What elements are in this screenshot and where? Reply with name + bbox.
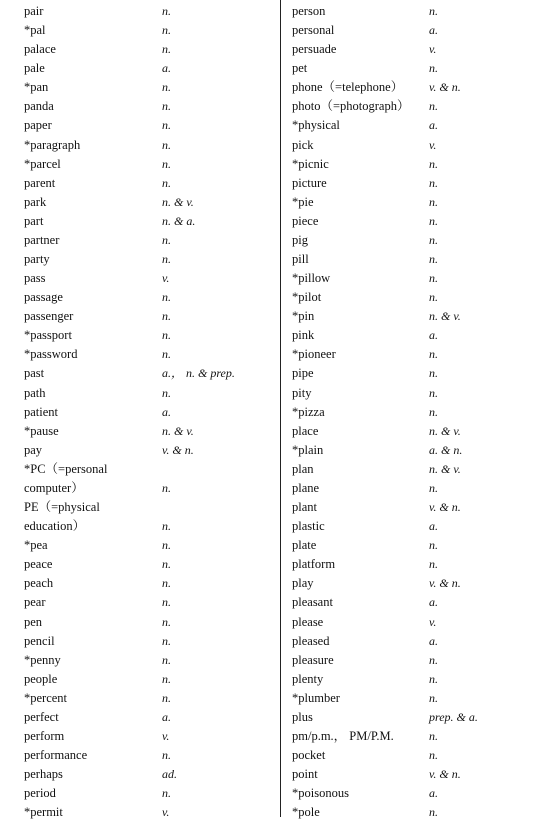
part-of-speech: n. — [429, 557, 438, 572]
vocab-word: pencil — [24, 633, 55, 648]
vocab-row — [292, 2, 552, 21]
vocab-row — [292, 21, 552, 40]
part-of-speech: n. — [429, 404, 438, 419]
vocab-row — [24, 803, 274, 822]
vocab-word: path — [24, 385, 46, 400]
part-of-speech: n. — [162, 633, 171, 648]
part-of-speech: a. — [162, 709, 171, 724]
part-of-speech: n. — [162, 80, 171, 95]
vocab-row — [292, 193, 552, 212]
vocab-row — [292, 403, 552, 422]
part-of-speech: n. — [162, 4, 171, 18]
vocab-word: *pan — [24, 80, 49, 95]
part-of-speech: v. & n. — [429, 500, 461, 515]
vocab-word: pleased — [292, 633, 330, 648]
vocab-row — [24, 498, 274, 517]
part-of-speech: n. — [429, 652, 438, 667]
part-of-speech: n. — [429, 156, 438, 171]
vocab-row — [292, 727, 552, 746]
vocab-word: *physical — [292, 118, 340, 133]
vocab-row — [24, 479, 274, 498]
vocab-row — [292, 613, 552, 632]
vocab-row — [292, 670, 552, 689]
vocab-word: pay — [24, 442, 43, 457]
part-of-speech: n. — [429, 748, 438, 763]
vocab-word: *pole — [292, 805, 320, 820]
part-of-speech: v. — [162, 271, 170, 286]
vocab-row — [292, 422, 552, 441]
part-of-speech: n. — [429, 671, 438, 686]
vocab-row — [24, 97, 274, 116]
vocab-word: passenger — [24, 309, 74, 324]
vocab-row — [24, 2, 274, 21]
part-of-speech: n. — [162, 614, 171, 629]
vocab-row — [24, 765, 274, 784]
vocab-row — [24, 212, 274, 231]
vocab-row — [292, 288, 552, 307]
vocab-row — [292, 460, 552, 479]
column-divider — [280, 0, 281, 817]
vocab-word: *plain — [292, 442, 324, 457]
vocab-row — [24, 288, 274, 307]
vocab-word: place — [292, 423, 319, 438]
part-of-speech: n. — [162, 652, 171, 667]
vocab-word: plate — [292, 538, 317, 553]
part-of-speech: a. — [162, 61, 171, 76]
vocab-word: *PC（=personal — [24, 461, 108, 476]
vocab-word: part — [24, 213, 44, 228]
vocab-row — [292, 746, 552, 765]
vocab-word: palace — [24, 42, 56, 57]
vocab-word: *pillow — [292, 271, 331, 286]
vocab-word: *password — [24, 347, 78, 362]
part-of-speech: n. — [429, 4, 438, 18]
vocab-word: platform — [292, 557, 336, 572]
part-of-speech: n. — [429, 366, 438, 381]
vocab-word: *poisonous — [292, 786, 349, 801]
vocab-row — [292, 593, 552, 612]
part-of-speech: n. — [429, 194, 438, 209]
part-of-speech: n. — [162, 156, 171, 171]
vocab-word: pm/p.m.， PM/P.M. — [292, 728, 394, 743]
vocab-row — [24, 116, 274, 135]
vocab-word: patient — [24, 404, 59, 419]
vocab-row — [292, 269, 552, 288]
vocab-word: *pizza — [292, 404, 325, 419]
vocab-word: paper — [24, 118, 52, 133]
vocab-row — [292, 78, 552, 97]
vocab-word: perform — [24, 728, 65, 743]
part-of-speech: n. — [162, 175, 171, 190]
vocab-word: *pal — [24, 23, 46, 38]
vocab-row — [292, 97, 552, 116]
part-of-speech: n. — [162, 118, 171, 133]
vocab-row — [24, 384, 274, 403]
vocab-word: people — [24, 671, 58, 686]
vocab-word: performance — [24, 748, 88, 763]
part-of-speech: v. & n. — [162, 442, 194, 457]
vocab-word: plane — [292, 480, 320, 495]
part-of-speech: n. — [162, 99, 171, 114]
vocab-word: phone（=telephone） — [292, 80, 404, 95]
vocab-row — [24, 574, 274, 593]
vocab-word: education） — [24, 519, 86, 534]
vocab-row — [292, 250, 552, 269]
part-of-speech: n. & v. — [162, 423, 194, 438]
vocab-word: period — [24, 786, 56, 801]
part-of-speech: v. & n. — [429, 767, 461, 782]
vocab-word: plastic — [292, 519, 325, 534]
vocab-row — [24, 632, 274, 651]
vocab-row — [292, 155, 552, 174]
vocab-row — [292, 517, 552, 536]
vocab-row — [292, 632, 552, 651]
vocab-word: pity — [292, 385, 312, 400]
vocab-word: park — [24, 194, 47, 209]
vocab-word: plus — [292, 709, 313, 724]
part-of-speech: n. — [162, 252, 171, 267]
vocab-row — [24, 307, 274, 326]
vocab-word: perhaps — [24, 767, 63, 782]
vocab-row — [292, 536, 552, 555]
part-of-speech: v. — [429, 42, 437, 57]
vocab-word: *pioneer — [292, 347, 336, 362]
vocab-word: party — [24, 252, 50, 267]
vocab-word: person — [292, 4, 326, 18]
vocab-word: *pilot — [292, 290, 322, 305]
vocab-row — [24, 155, 274, 174]
part-of-speech: n. & v. — [162, 194, 194, 209]
vocab-word: pleasure — [292, 652, 334, 667]
part-of-speech: n. — [162, 480, 171, 495]
part-of-speech: n. — [429, 290, 438, 305]
part-of-speech: n. — [162, 519, 171, 534]
part-of-speech: a. — [429, 328, 438, 343]
vocab-row — [24, 136, 274, 155]
vocab-word: pick — [292, 137, 314, 152]
vocab-row — [24, 231, 274, 250]
part-of-speech: n. — [429, 99, 438, 114]
part-of-speech: n. — [162, 538, 171, 553]
vocab-word: *pea — [24, 538, 48, 553]
vocab-word: *pin — [292, 309, 315, 324]
vocab-row — [24, 250, 274, 269]
vocab-row — [292, 59, 552, 78]
vocab-word: pink — [292, 328, 315, 343]
part-of-speech: n. — [162, 309, 171, 324]
vocab-word: panda — [24, 99, 54, 114]
vocab-word: PE（=physical — [24, 500, 100, 515]
vocab-row — [292, 651, 552, 670]
vocab-row — [292, 364, 552, 383]
vocab-word: partner — [24, 232, 60, 247]
part-of-speech: n. — [162, 290, 171, 305]
part-of-speech: n. & v. — [429, 461, 461, 476]
vocab-row — [24, 746, 274, 765]
part-of-speech: a. — [162, 404, 171, 419]
part-of-speech: n. — [162, 557, 171, 572]
part-of-speech: n. & v. — [429, 423, 461, 438]
vocab-word: plant — [292, 500, 317, 515]
vocab-row — [24, 593, 274, 612]
part-of-speech: n. — [429, 61, 438, 76]
vocab-row — [24, 651, 274, 670]
vocab-row — [24, 517, 274, 536]
part-of-speech: a. & n. — [429, 442, 463, 457]
vocab-word: computer） — [24, 480, 84, 495]
vocab-row — [24, 708, 274, 727]
vocab-word: play — [292, 576, 314, 591]
part-of-speech: n. — [429, 538, 438, 553]
part-of-speech: n. — [429, 690, 438, 705]
right-word-column — [292, 2, 552, 822]
part-of-speech: n. — [429, 480, 438, 495]
vocab-row — [24, 269, 274, 288]
left-word-column — [24, 2, 274, 822]
part-of-speech: n. & a. — [162, 213, 196, 228]
vocab-row — [292, 498, 552, 517]
part-of-speech: a. — [429, 786, 438, 801]
part-of-speech: n. — [162, 137, 171, 152]
vocab-row — [292, 803, 552, 822]
part-of-speech: n. — [429, 232, 438, 247]
part-of-speech: n. — [429, 728, 438, 743]
vocab-row — [292, 574, 552, 593]
vocab-word: pleasant — [292, 595, 333, 610]
part-of-speech: n. — [162, 748, 171, 763]
vocab-word: please — [292, 614, 324, 629]
vocab-word: pig — [292, 232, 308, 247]
part-of-speech: a. — [429, 519, 438, 534]
vocab-word: peace — [24, 557, 53, 572]
vocab-row — [292, 708, 552, 727]
vocab-row — [292, 326, 552, 345]
vocab-row — [292, 307, 552, 326]
part-of-speech: n. — [429, 271, 438, 286]
part-of-speech: n. — [429, 805, 438, 820]
vocab-row — [24, 536, 274, 555]
vocab-row — [292, 441, 552, 460]
vocab-row — [24, 689, 274, 708]
vocab-word: pair — [24, 4, 44, 18]
part-of-speech: ad. — [162, 767, 177, 782]
vocab-word: pocket — [292, 748, 326, 763]
part-of-speech: a. — [429, 595, 438, 610]
part-of-speech: n. — [162, 595, 171, 610]
part-of-speech: n. — [162, 23, 171, 38]
vocab-row — [24, 364, 274, 383]
vocab-row — [24, 174, 274, 193]
vocab-row — [24, 555, 274, 574]
vocab-word: point — [292, 767, 318, 782]
vocab-word: plenty — [292, 671, 324, 686]
vocab-word: *penny — [24, 652, 61, 667]
vocab-word: past — [24, 366, 45, 381]
vocab-row — [292, 231, 552, 250]
vocab-word: *paragraph — [24, 137, 81, 152]
vocab-word: personal — [292, 23, 335, 38]
vocab-row — [24, 727, 274, 746]
part-of-speech: v. — [162, 728, 170, 743]
vocab-row — [292, 212, 552, 231]
vocab-row — [24, 59, 274, 78]
part-of-speech: a. — [429, 118, 438, 133]
vocab-word: *plumber — [292, 690, 340, 705]
part-of-speech: n. — [429, 347, 438, 362]
part-of-speech: n. — [162, 576, 171, 591]
part-of-speech: n. — [162, 328, 171, 343]
vocab-row — [24, 670, 274, 689]
vocab-row — [24, 345, 274, 364]
vocab-row — [24, 613, 274, 632]
vocab-row — [24, 78, 274, 97]
vocab-word: perfect — [24, 709, 59, 724]
vocab-word: pen — [24, 614, 43, 629]
part-of-speech: n. — [429, 385, 438, 400]
vocab-row — [292, 784, 552, 803]
part-of-speech: v. & n. — [429, 80, 461, 95]
vocab-row — [24, 422, 274, 441]
vocab-row — [292, 384, 552, 403]
part-of-speech: n. — [429, 252, 438, 267]
vocab-row — [24, 403, 274, 422]
vocab-word: pipe — [292, 366, 314, 381]
vocab-word: *pause — [24, 423, 59, 438]
vocab-word: persuade — [292, 42, 337, 57]
part-of-speech: n. — [162, 690, 171, 705]
part-of-speech: a. — [429, 633, 438, 648]
vocab-row — [292, 555, 552, 574]
part-of-speech: v. — [429, 614, 437, 629]
vocab-word: peach — [24, 576, 54, 591]
vocab-word: piece — [292, 213, 319, 228]
part-of-speech: a.， n. & prep. — [162, 366, 235, 381]
vocab-word: pill — [292, 252, 309, 267]
part-of-speech: n. — [429, 213, 438, 228]
vocab-row — [292, 765, 552, 784]
vocab-row — [24, 460, 274, 479]
vocab-row — [24, 784, 274, 803]
part-of-speech: n. — [162, 385, 171, 400]
vocab-word: *pie — [292, 194, 314, 209]
vocab-row — [292, 116, 552, 135]
vocab-row — [292, 345, 552, 364]
vocab-word: parent — [24, 175, 56, 190]
vocab-word: photo（=photograph） — [292, 99, 410, 114]
vocab-row — [24, 40, 274, 59]
vocab-row — [292, 174, 552, 193]
vocab-word: *picnic — [292, 156, 329, 171]
part-of-speech: v. & n. — [429, 576, 461, 591]
part-of-speech: v. — [162, 805, 170, 820]
part-of-speech: n. — [162, 347, 171, 362]
vocab-row — [24, 326, 274, 345]
vocab-word: picture — [292, 175, 327, 190]
vocab-word: pear — [24, 595, 46, 610]
part-of-speech: prep. & a. — [429, 709, 478, 724]
vocab-word: pale — [24, 61, 45, 76]
vocab-row — [24, 441, 274, 460]
part-of-speech: n. — [162, 232, 171, 247]
part-of-speech: n. — [162, 786, 171, 801]
vocab-row — [292, 479, 552, 498]
vocab-row — [292, 40, 552, 59]
vocab-row — [24, 21, 274, 40]
vocab-word: pass — [24, 271, 46, 286]
vocab-word: passage — [24, 290, 63, 305]
vocab-row — [24, 193, 274, 212]
vocab-word: plan — [292, 461, 314, 476]
vocab-word: *passport — [24, 328, 72, 343]
part-of-speech: v. — [429, 137, 437, 152]
part-of-speech: n. & v. — [429, 309, 461, 324]
part-of-speech: n. — [429, 175, 438, 190]
vocab-word: *parcel — [24, 156, 61, 171]
vocab-word: *percent — [24, 690, 68, 705]
part-of-speech: a. — [429, 23, 438, 38]
vocab-word: *permit — [24, 805, 63, 820]
vocab-row — [292, 136, 552, 155]
vocab-row — [292, 689, 552, 708]
vocab-word: pet — [292, 61, 308, 76]
part-of-speech: n. — [162, 42, 171, 57]
part-of-speech: n. — [162, 671, 171, 686]
